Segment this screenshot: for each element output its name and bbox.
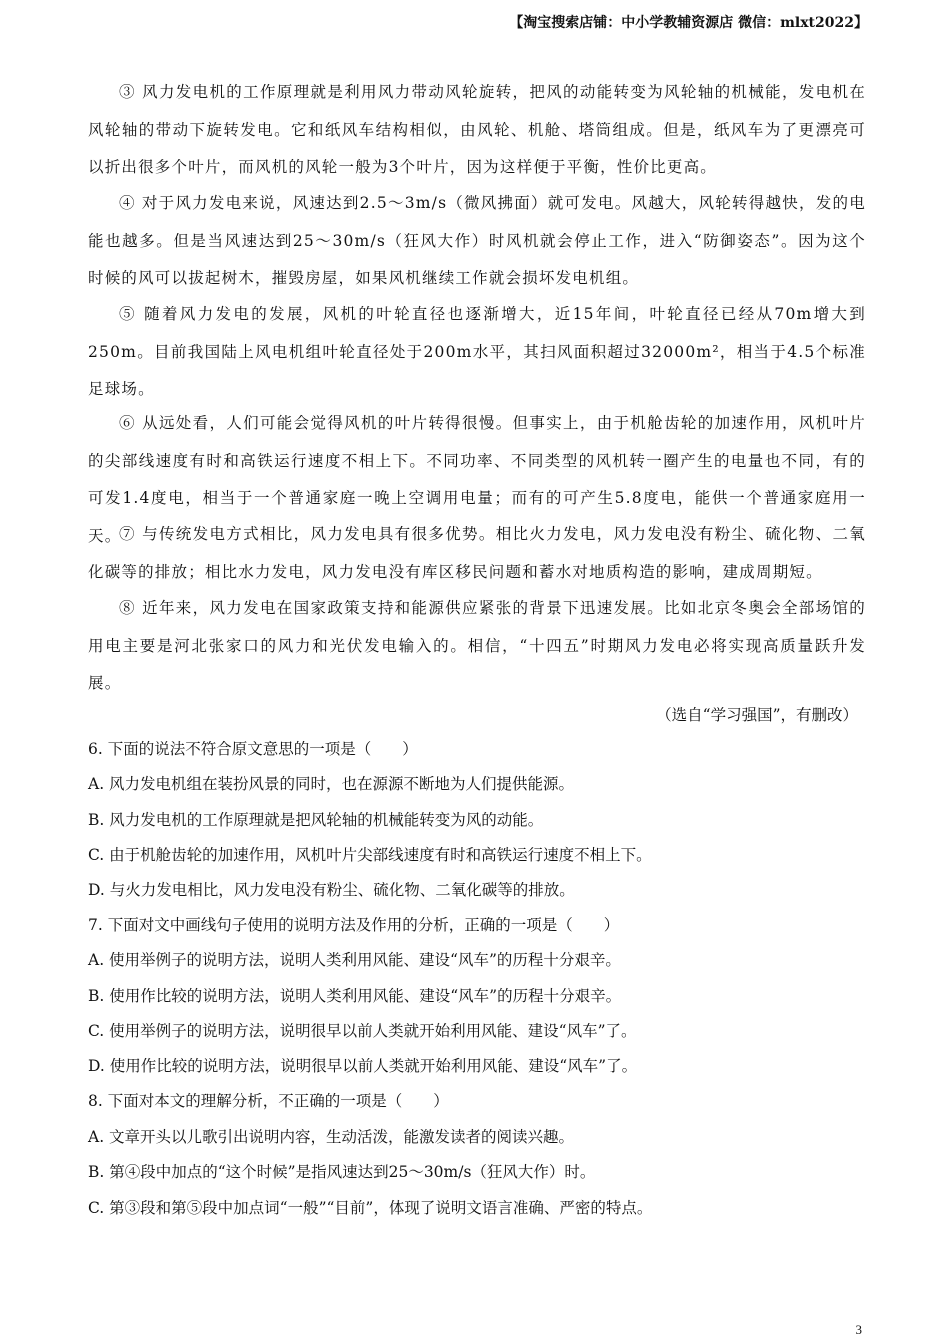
page-number: 3 <box>855 1322 862 1337</box>
page-header: 【淘宝搜索店铺：中小学教辅资源店 微信：mlxt2022】 <box>509 15 868 31</box>
question-6-stem: 6. 下面的说法不符合原文意思的一项是（ ） <box>88 740 418 758</box>
question-7-option-d: D. 使用作比较的说明方法，说明很早以前人类就开始利用风能、建设“风车”了。 <box>88 1057 638 1075</box>
question-6-option-b: B. 风力发电机的工作原理就是把风轮轴的机械能转变为风的动能。 <box>88 811 544 829</box>
question-8-option-a: A. 文章开头以儿歌引出说明内容，生动活泼，能激发读者的阅读兴趣。 <box>88 1128 575 1146</box>
question-6-option-a: A. 风力发电机组在装扮风景的同时，也在源源不断地为人们提供能源。 <box>88 775 575 793</box>
question-7-option-a: A. 使用举例子的说明方法，说明人类利用风能、建设“风车”的历程十分艰辛。 <box>88 951 621 969</box>
question-6-option-d: D. 与火力发电相比，风力发电没有粉尘、硫化物、二氧化碳等的排放。 <box>88 881 575 899</box>
question-7-option-b: B. 使用作比较的说明方法，说明人类利用风能、建设“风车”的历程十分艰辛。 <box>88 987 622 1005</box>
question-8-option-b: B. 第④段中加点的“这个时候”是指风速达到25～30m/s（狂风大作）时。 <box>88 1163 596 1181</box>
paragraph-6: ⑥ 从远处看，人们可能会觉得风机的叶片转得很慢。但事实上，由于机舱齿轮的加速作用，风机叶片的尖部线速度有时和高铁运行速度不相上下。不同功率、不同类型的风机转一圈产生的电量也不同，有的可发1.4度电，相当于一个普通家庭一晚上空调用电量；而有的可产生5.8度电，能供一个普通家庭用一天。 <box>88 414 866 545</box>
question-7-stem: 7. 下面对文中画线句子使用的说明方法及作用的分析，正确的一项是（ ） <box>88 916 620 934</box>
question-8-stem: 8. 下面对本文的理解分析，不正确的一项是（ ） <box>88 1092 449 1110</box>
paragraph-5: ⑤ 随着风力发电的发展，风机的叶轮直径也逐渐增大，近15年间，叶轮直径已经从70m增大到250m。目前我国陆上风电机组叶轮直径处于200m水平，其扫风面积超过32000m²，相当于4.5个标准足球场。 <box>88 305 866 398</box>
question-8-option-c: C. 第③段和第⑤段中加点词“一般”“目前”，体现了说明文语言准确、严密的特点。 <box>88 1199 653 1217</box>
paragraph-8: ⑧ 近年来，风力发电在国家政策支持和能源供应紧张的背景下迅速发展。比如北京冬奥会全部场馆的用电主要是河北张家口的风力和光伏发电输入的。相信，“十四五”时期风力发电必将实现高质量跃升发展。 <box>88 599 866 692</box>
paragraph-3: ③ 风力发电机的工作原理就是利用风力带动风轮旋转，把风的动能转变为风轮轴的机械能，发电机在风轮轴的带动下旋转发电。它和纸风车结构相似，由风轮、机舱、塔筒组成。但是，纸风车为了更漂亮可以折出很多个叶片，而风机的风轮一般为3个叶片，因为这样便于平衡，性价比更高。 <box>88 83 866 176</box>
paragraph-7: ⑦ 与传统发电方式相比，风力发电具有很多优势。相比火力发电，风力发电没有粉尘、硫化物、二氧化碳等的排放；相比水力发电，风力发电没有库区移民问题和蓄水对地质构造的影响，建成周期短。 <box>88 525 866 581</box>
source-note: （选自“学习强国”，有删改） <box>656 706 858 724</box>
paragraph-4: ④ 对于风力发电来说，风速达到2.5～3m/s（微风拂面）就可发电。风越大，风轮转得越快，发的电能也越多。但是当风速达到25～30m/s（狂风大作）时风机就会停止工作，进入“防御姿态”。因为这个时候的风可以拔起树木，摧毁房屋，如果风机继续工作就会损坏发电机组。 <box>88 194 866 287</box>
question-6-option-c: C. 由于机舱齿轮的加速作用，风机叶片尖部线速度有时和高铁运行速度不相上下。 <box>88 846 652 864</box>
question-7-option-c: C. 使用举例子的说明方法，说明很早以前人类就开始利用风能、建设“风车”了。 <box>88 1022 637 1040</box>
